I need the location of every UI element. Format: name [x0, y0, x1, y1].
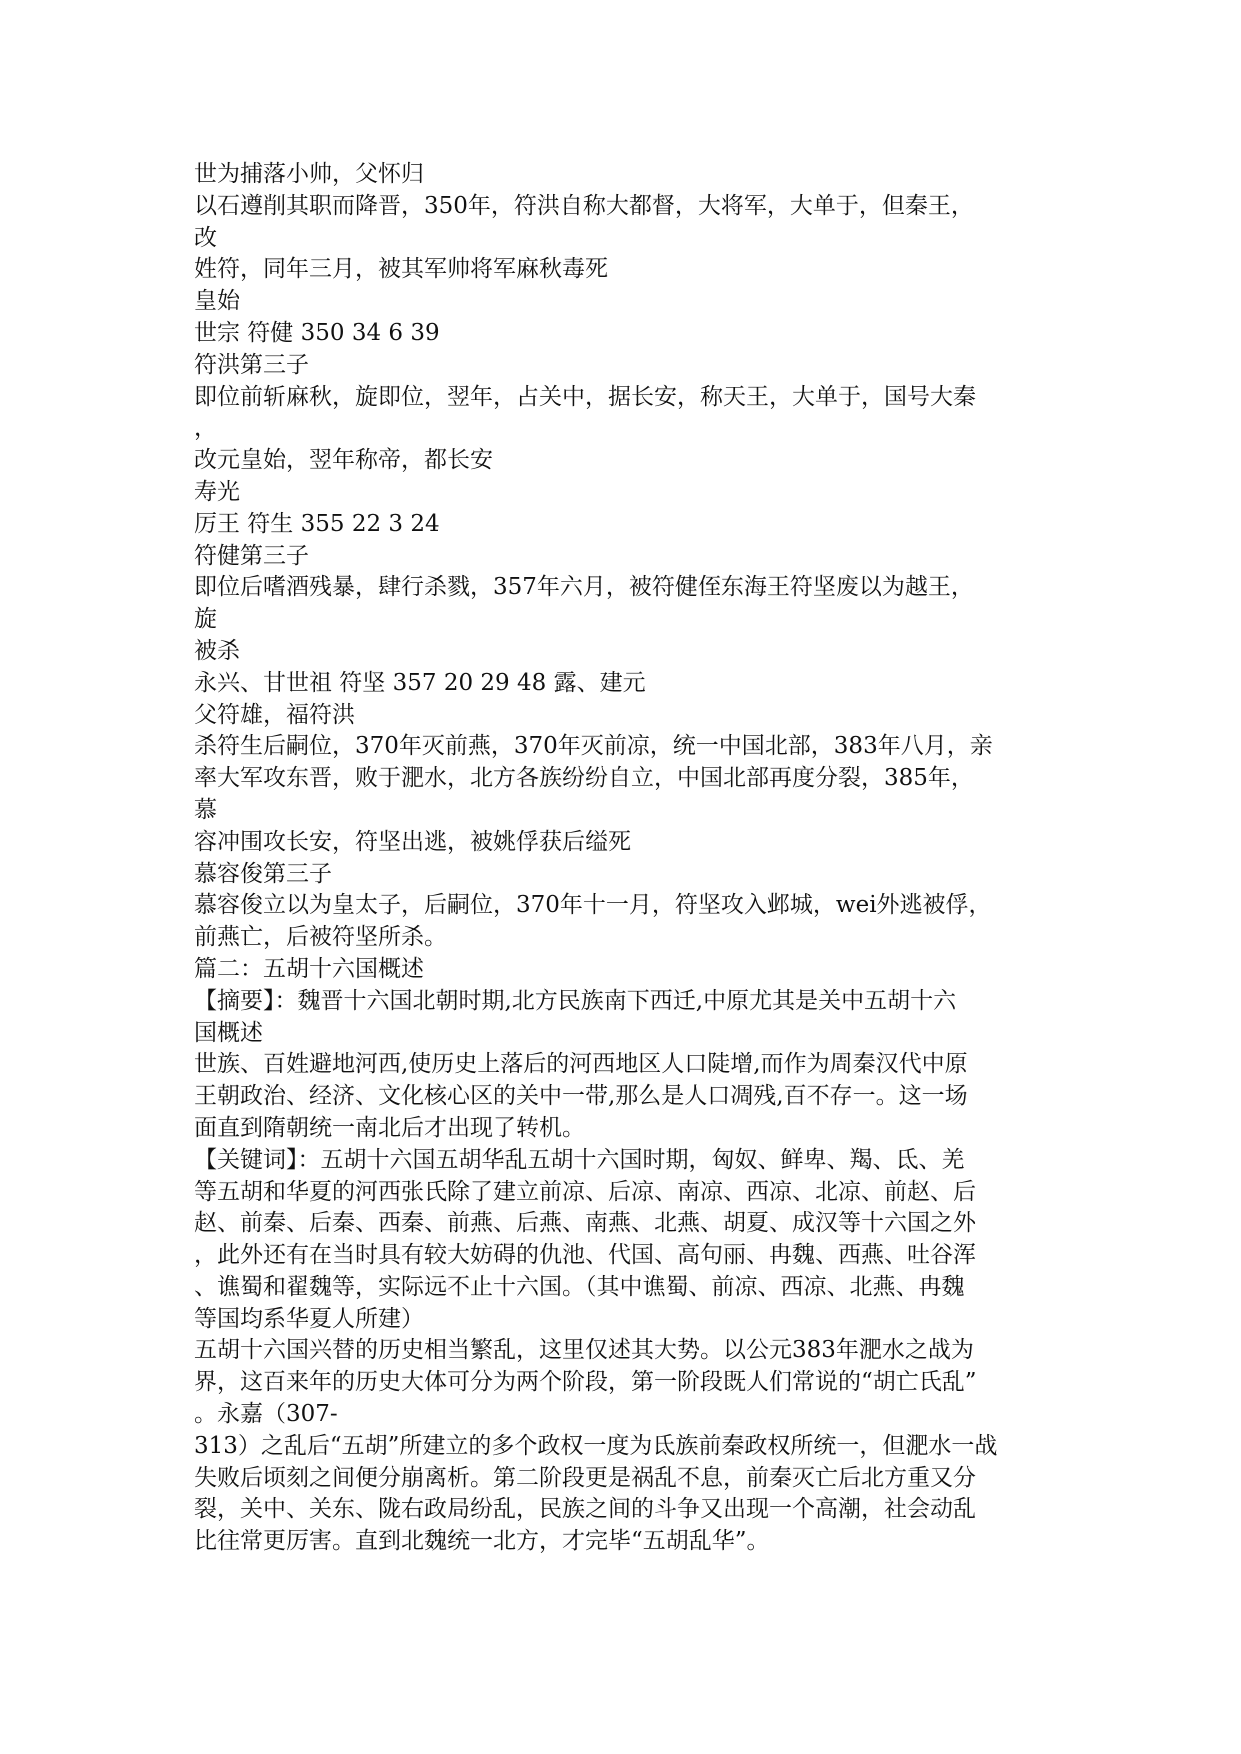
text-line: 世宗 符健 350 34 6 39 [194, 319, 440, 346]
text-line: 皇始 [194, 288, 240, 315]
text-line: 容冲围攻长安，符坚出逃，被姚俘获后缢死 [194, 828, 631, 855]
text-line: 杀符生后嗣位，370年灭前燕，370年灭前凉，统一中国北部，383年八月，亲 [194, 733, 993, 760]
text-line: 国概述 [194, 1019, 263, 1046]
text-line: ， [194, 415, 217, 442]
abstract-line: 【摘要】：魏晋十六国北朝时期,北方民族南下西迁,中原尤其是关中五胡十六 [194, 987, 957, 1014]
text-line: 符健第三子 [194, 542, 309, 569]
text-line: 率大军攻东晋，败于淝水，北方各族纷纷自立，中国北部再度分裂，385年， [194, 765, 974, 792]
text-line: 王朝政治、经济、文化核心区的关中一带,那么是人口凋残,百不存一。这一场 [194, 1083, 968, 1110]
text-line: 等国均系华夏人所建） [194, 1305, 424, 1332]
section-heading: 篇二：五胡十六国概述 [194, 955, 424, 982]
text-line: 、谯蜀和翟魏等，实际远不止十六国。（其中谯蜀、前凉、西凉、北燕、冉魏 [194, 1273, 965, 1300]
text-line: 世族、百姓避地河西,使历史上落后的河西地区人口陡增,而作为周秦汉代中原 [194, 1051, 968, 1078]
text-line: 前燕亡，后被符坚所杀。 [194, 924, 447, 951]
text-line: 裂，关中、关东、陇右政局纷乱，民族之间的斗争又出现一个高潮，社会动乱 [194, 1496, 976, 1523]
text-line: 旋 [194, 606, 217, 633]
text-line: 即位前斩麻秋，旋即位，翌年，占关中，据长安，称天王，大单于，国号大秦 [194, 383, 976, 410]
keywords-line: 【关键词】：五胡十六国五胡华乱五胡十六国时期，匈奴、鲜卑、羯、氐、羌 [194, 1146, 965, 1173]
text-line: 厉王 符生 355 22 3 24 [194, 510, 440, 537]
text-line: 被杀 [194, 637, 240, 664]
text-line: 赵、前秦、后秦、西秦、前燕、后燕、南燕、北燕、胡夏、成汉等十六国之外 [194, 1210, 976, 1237]
text-line: 符洪第三子 [194, 351, 309, 378]
text-line: 父符雄，福符洪 [194, 701, 355, 728]
document-body [194, 159, 1081, 1558]
text-line: 慕 [194, 796, 217, 823]
text-line: 寿光 [194, 478, 240, 505]
text-line: 面直到隋朝统一南北后才出现了转机。 [194, 1114, 585, 1141]
text-line: 失败后顷刻之间便分崩离析。第二阶段更是祸乱不息，前秦灭亡后北方重又分 [194, 1464, 976, 1491]
text-line: 313）之乱后“五胡”所建立的多个政权一度为氐族前秦政权所统一，但淝水一战 [194, 1432, 998, 1459]
text-line: 慕容俊立以为皇太子，后嗣位，370年十一月，符坚攻入邺城，wei外逃被俘， [194, 892, 992, 919]
text-line: 改 [194, 224, 217, 251]
text-line: 即位后嗜酒残暴，肆行杀戮，357年六月，被符健侄东海王符坚废以为越王， [194, 574, 974, 601]
text-line: 改元皇始，翌年称帝，都长安 [194, 447, 493, 474]
text-line: 姓符，同年三月，被其军帅将军麻秋毒死 [194, 256, 608, 283]
text-line: 永兴、甘世祖 符坚 357 20 29 48 露、建元 [194, 669, 646, 696]
text-line: 慕容俊第三子 [194, 860, 332, 887]
text-line: 以石遵削其职而降晋，350年，符洪自称大都督，大将军，大单于，但秦王， [194, 192, 974, 219]
text-line: 。永嘉（307- [194, 1401, 338, 1428]
text-line: 五胡十六国兴替的历史相当繁乱，这里仅述其大势。以公元383年淝水之战为 [194, 1337, 974, 1364]
text-line: ，此外还有在当时具有较大妨碍的仇池、代国、高句丽、冉魏、西燕、吐谷浑 [194, 1242, 976, 1269]
text-line: 比往常更厉害。直到北魏统一北方，才完毕“五胡乱华”。 [194, 1528, 770, 1555]
text-line: 世为捕落小帅，父怀归 [194, 161, 424, 187]
text-line: 等五胡和华夏的河西张氏除了建立前凉、后凉、南凉、西凉、北凉、前赵、后 [194, 1178, 976, 1205]
text-line: 界，这百来年的历史大体可分为两个阶段，第一阶段既人们常说的“胡亡氏乱” [194, 1369, 977, 1396]
